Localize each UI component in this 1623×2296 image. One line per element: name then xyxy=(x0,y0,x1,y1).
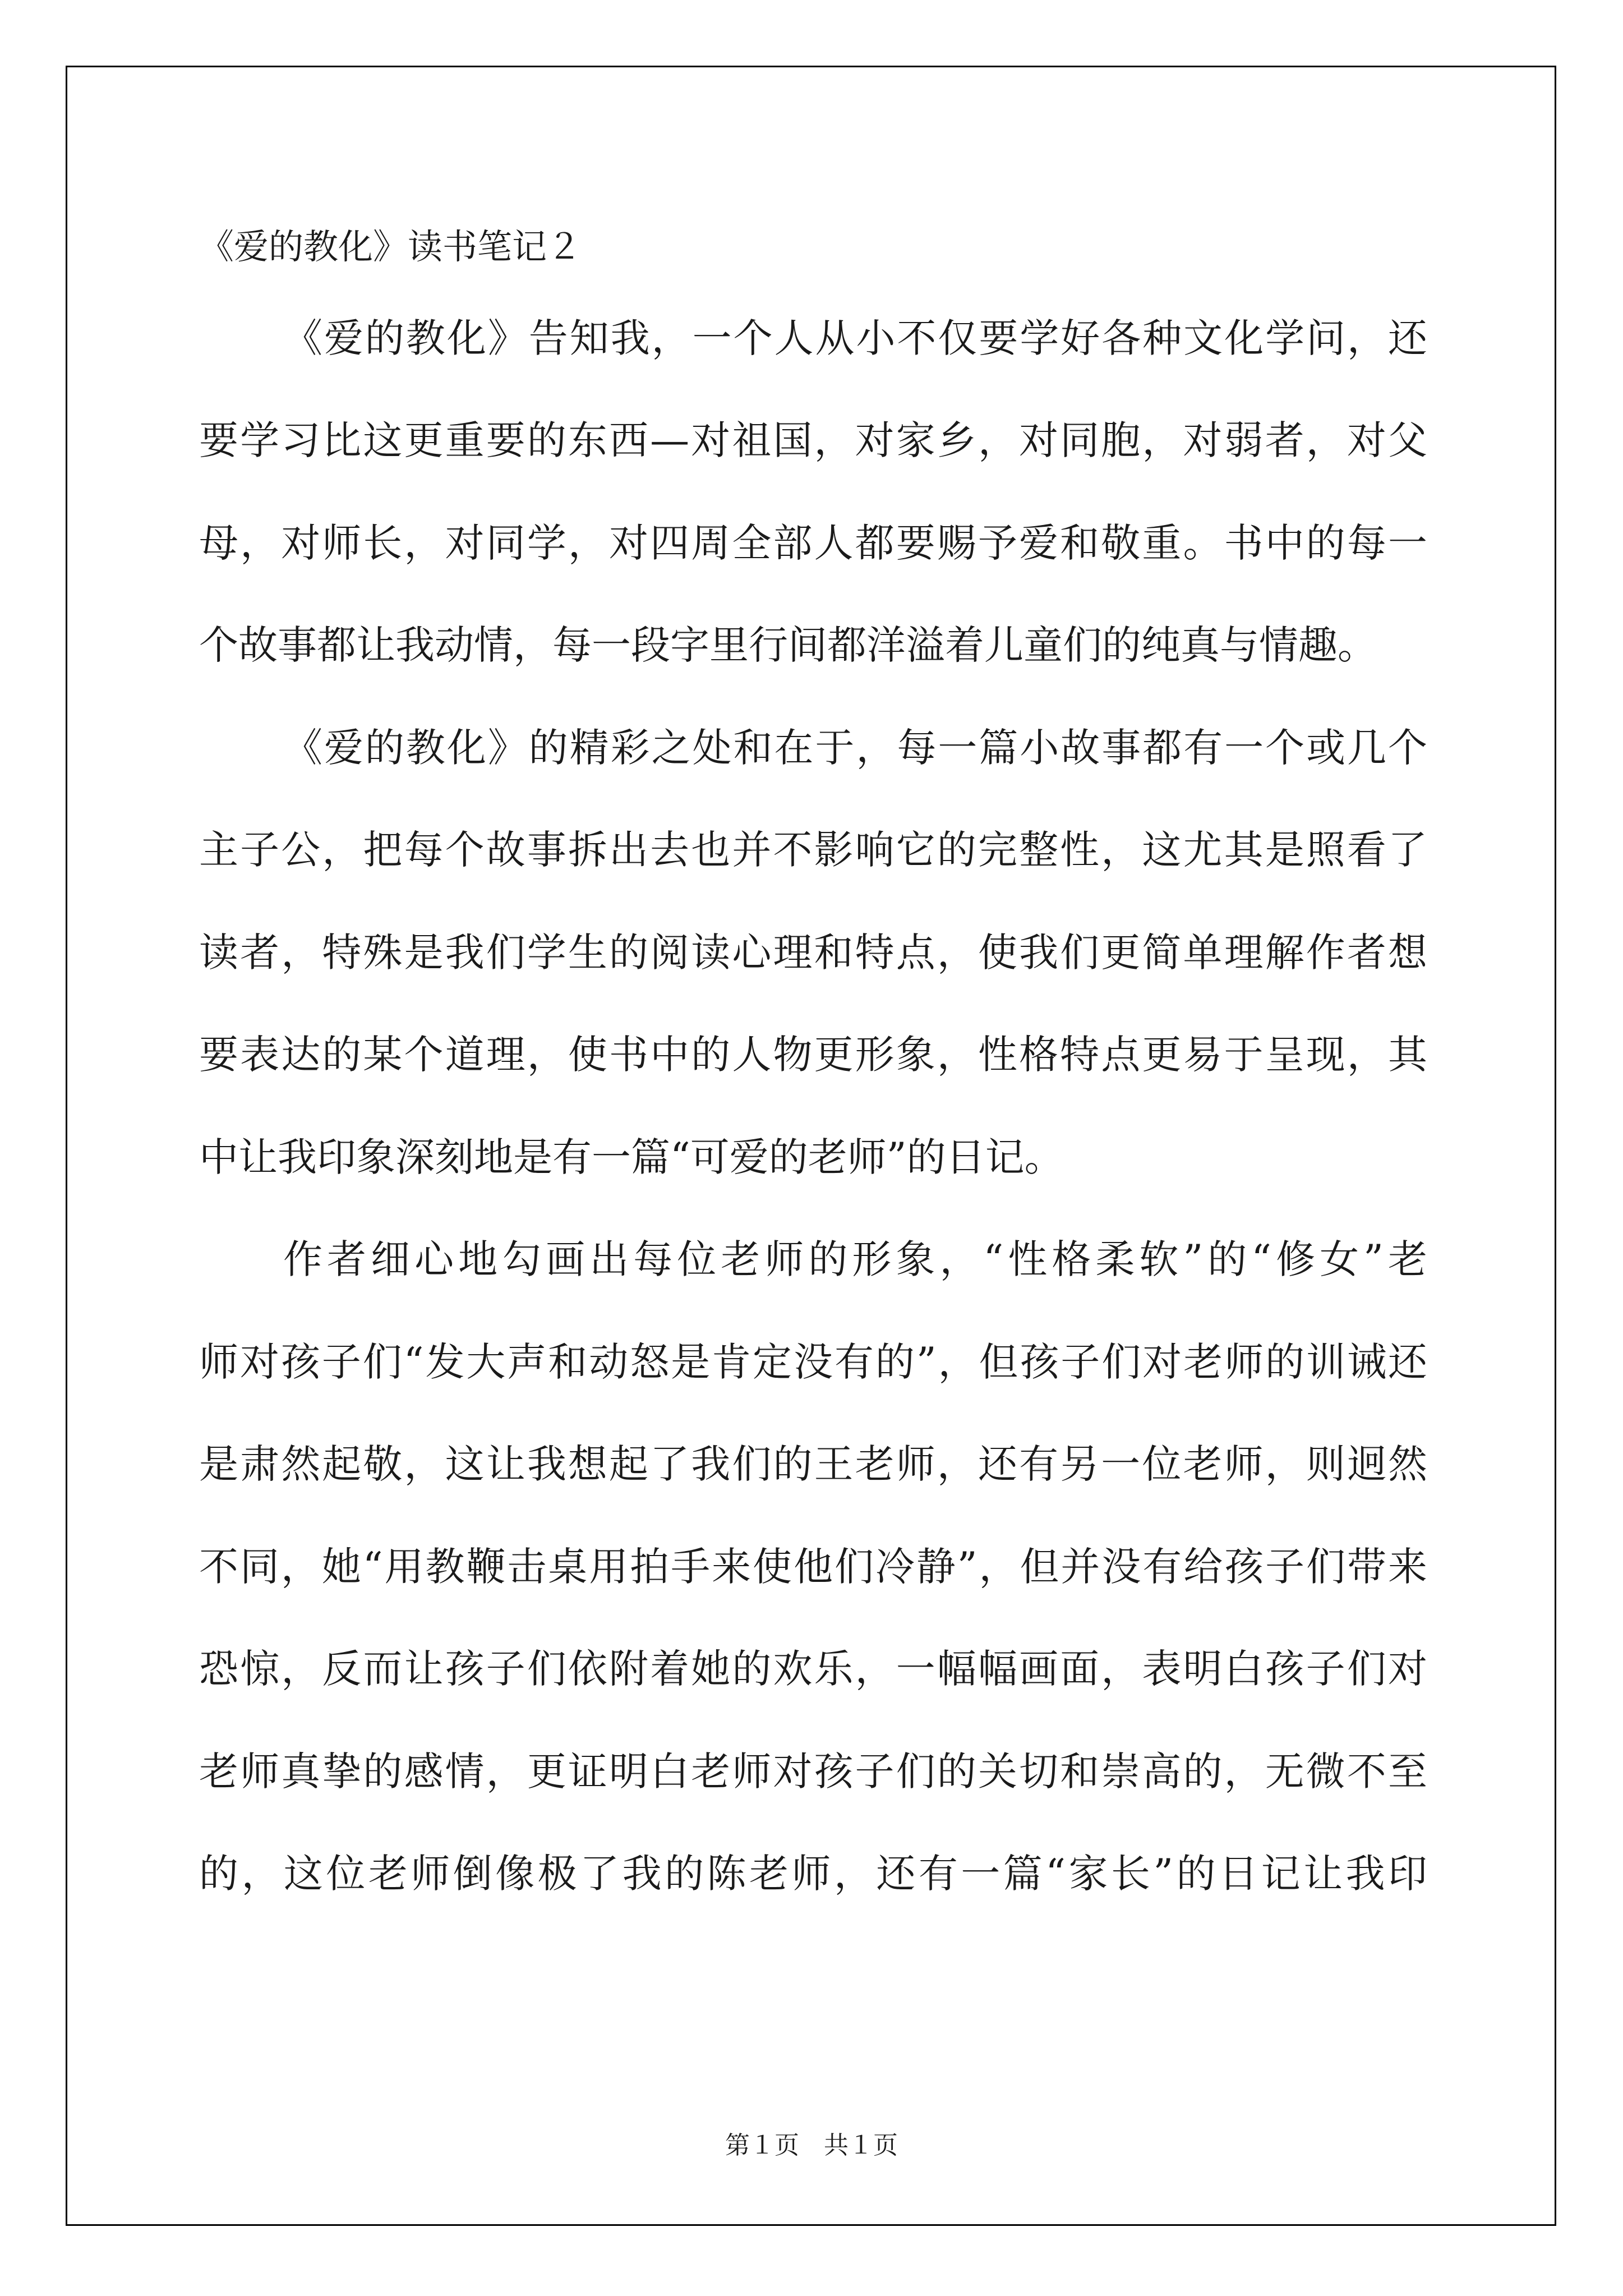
body-line: 恐惊，反而让孩子们依附着她的欢乐，一幅幅画面，表明白孩子们对 xyxy=(199,1646,1427,1692)
body-line: 要表达的某个道理，使书中的人物更形象，性格特点更易于呈现，其 xyxy=(199,1032,1427,1078)
body-line: 读者，特殊是我们学生的阅读心理和特点，使我们更简单理解作者想 xyxy=(199,930,1427,976)
body-line: 主子公，把每个故事拆出去也并不影响它的完整性，这尤其是照看了 xyxy=(199,827,1427,873)
body-line: 的，这位老师倒像极了我的陈老师，还有一篇“家长”的日记让我印 xyxy=(199,1851,1427,1897)
body-line: 要学习比这更重要的东西—对祖国，对家乡，对同胞，对弱者，对父 xyxy=(199,417,1427,463)
body-line: 个故事都让我动情，每一段字里行间都洋溢着儿童们的纯真与情趣。 xyxy=(199,622,1377,668)
body-line: 《爱的教化》的精彩之处和在于，每一篇小故事都有一个或几个 xyxy=(283,725,1427,771)
body-line: 《爱的教化》告知我，一个人从小不仅要学好各种文化学问，还 xyxy=(283,315,1427,361)
body-line: 是肃然起敬，这让我想起了我们的王老师，还有另一位老师，则迥然 xyxy=(199,1441,1427,1487)
body-line: 不同，她“用教鞭击桌用拍手来使他们冷静”，但并没有给孩子们带来 xyxy=(199,1544,1427,1590)
page-footer: 第１页 共１页 xyxy=(725,2131,898,2160)
document-title: 《爱的教化》读书笔记２ xyxy=(199,226,582,267)
body-line: 中让我印象深刻地是有一篇“可爱的老师”的日记。 xyxy=(199,1134,1064,1180)
body-line: 作者细心地勾画出每位老师的形象，“性格柔软”的“修女”老 xyxy=(283,1236,1427,1282)
body-line: 师对孩子们“发大声和动怒是肯定没有的”，但孩子们对老师的训诫还 xyxy=(199,1339,1427,1385)
body-line: 老师真挚的感情，更证明白老师对孩子们的关切和崇高的，无微不至 xyxy=(199,1749,1427,1795)
body-line: 母，对师长，对同学，对四周全部人都要赐予爱和敬重。书中的每一 xyxy=(199,520,1427,566)
